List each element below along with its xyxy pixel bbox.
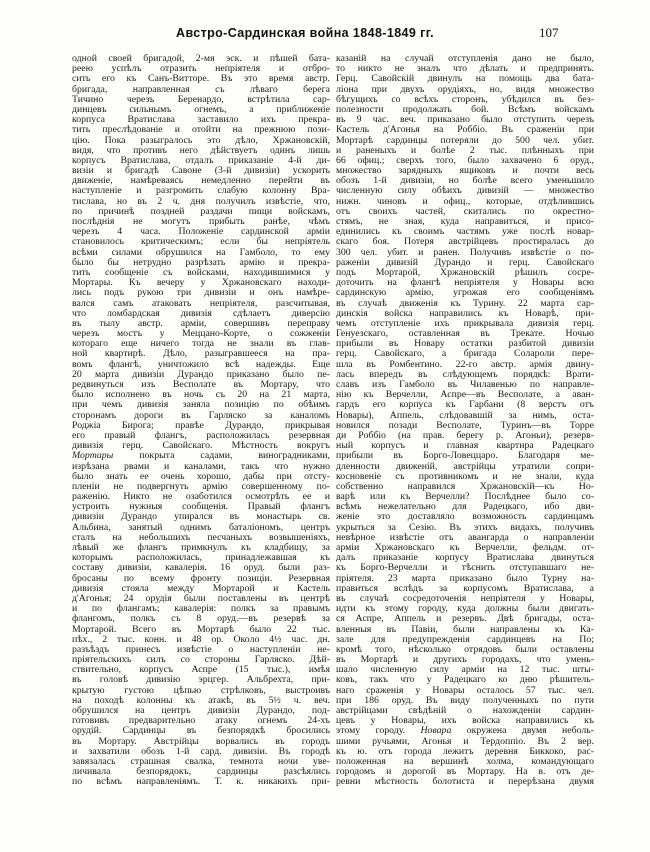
text-line: Герц. Савойскій двинулъ на помощь два бата-: [336, 74, 594, 85]
text-line: австрійцами свѣдѣній о нахожденіи сардин-: [336, 706, 594, 716]
text-line: динцевъ сильнымъ огнемъ, а приближеніе: [72, 104, 330, 115]
text-line: движеніе, намѣреваясь немедленно перейти въ: [72, 176, 330, 187]
text-line: изрѣзана рвами и каналами, такъ что нужно: [72, 461, 330, 472]
text-line: лѣвый же флангъ примкнулъ къ кладбищу, за: [72, 543, 330, 553]
text-line: личивала безпорядокъ, сардинцы разсѣялись: [72, 767, 330, 778]
text-line: ковъ, такъ что у Радецкаго ко дню рѣшитель-: [336, 675, 594, 686]
text-line: зале для предупрежденія сардинцевъ на По;: [336, 634, 594, 645]
text-line: прибыли въ Новару остатки разбитой дивизіи: [336, 339, 594, 350]
text-line: шими ручьями, Агонья и Тердоппіо. Въ 2 вер.: [336, 736, 594, 747]
text-line: чемъ отступленіе ихъ прикрывала дивизія герц.: [336, 318, 594, 329]
text-line: наступленіе и разгромить слабую колонну Вра-: [72, 186, 330, 197]
text-line: тислава, но въ 2 ч. дня получилъ извѣстіе, что,: [72, 196, 330, 207]
text-line: бригада, направленная съ лѣваго берега: [72, 84, 330, 95]
text-line: визіи и бригадѣ Савоне (3-й дивизіи) ускорить: [72, 166, 330, 177]
text-line: въ головѣ дивизію эрцгер. Альбрехта, при-: [72, 675, 330, 686]
text-line: славъ изъ Гамболо въ Чилавенью по направле-: [336, 380, 594, 390]
text-line: нію къ Верчелли, Аспре—въ Весполате, а аван-: [336, 390, 594, 401]
text-line: собственно направился Хржановскій—къ Но-: [336, 481, 594, 492]
text-line: женіе это доставляло возможность сардинцамъ: [336, 512, 594, 523]
text-line: единились къ своимъ частямъ уже послѣ новар-: [336, 227, 594, 238]
text-line: сторонамъ дороги въ Гарляско за каналомъ: [72, 410, 330, 421]
text-line: ліона при двухъ орудіяхъ, но, видя множество: [336, 84, 594, 95]
text-line: правиться вслѣдъ за корпусомъ Вратислава, а: [336, 583, 594, 594]
text-line: по всѣмъ направленіямъ. Т. к. никакихъ при-: [72, 777, 330, 788]
page-number: 107: [539, 25, 559, 40]
text-line: реею успѣлъ отразить непріятеля и отбро-: [72, 64, 330, 75]
text-line: Альбина, занятый однимъ баталіономъ, центръ: [72, 522, 330, 533]
text-line: разъѣздъ принесъ извѣстіе о наступленіи не-: [72, 644, 330, 655]
text-line: становилось критическимъ; если бы непріятель: [72, 237, 330, 248]
text-line: кромѣ того, нѣсколько отрядовъ были оставлены: [336, 644, 594, 655]
text-line: котораго еще ничего тогда не знали въ глав-: [72, 339, 330, 350]
text-line: лась впередъ въ слѣдующемъ порядкѣ: Врати-: [336, 369, 594, 380]
text-line: что ломбардская дивизія сдѣлаетъ диверсію: [72, 308, 330, 319]
text-line: отъ своихъ частей, скитались по окрестно-: [336, 206, 594, 217]
text-line: по причинѣ поздней раздачи пищи войскамъ,: [72, 206, 330, 217]
text-line: новился позади Весполате, Туринъ—въ Торре: [336, 420, 594, 431]
text-line: къ Борго-Верчелли и тѣснить отступавшаго не-: [336, 563, 594, 574]
text-line: Мортарѣ сардинцы потеряли до 500 чел. убит.: [336, 135, 594, 146]
text-line: вленныя въ Павіи, были направлены къ Ка-: [336, 624, 594, 635]
text-line: бѣгущихъ со всѣхъ сторонъ, убѣдился въ без-: [336, 94, 594, 105]
text-line: тить преслѣдованіе и отойти на прежнюю пози-: [72, 125, 330, 136]
text-line: наго сраженія у Новары осталось 57 тыс. чел.: [336, 685, 594, 696]
text-line: бросаны по всему фронту позиціи. Резервная: [72, 573, 330, 584]
text-line: готовивъ предварительно атаку огнемъ 24-хъ: [72, 716, 330, 727]
text-line: Мортары. Къ вечеру у Хржановскаго находи-: [72, 278, 330, 289]
text-line: завязалась страшная свалка, темнота ночи уве-: [72, 756, 330, 767]
text-line: далъ приказаніе корпусу Вратислава двинуться: [336, 553, 594, 564]
text-line: ревни мѣстность болотиста и перерѣзана двумя: [336, 777, 594, 788]
text-line: всѣмъ нежелательно для Радецкаго, ибо дви-: [336, 502, 594, 513]
text-line: обрушился на центръ дивизіи Дурандо, под-: [72, 706, 330, 716]
text-line: раженію. Никто не озаботился осмотрѣть ее и: [72, 492, 330, 503]
text-line: шла въ Ромбентино. 22-го австр. армія двину-: [336, 359, 594, 370]
text-line: въ Мортарѣ и другихъ городахъ, что умень-: [336, 655, 594, 666]
text-line: при 186 оруд. Въ виду полученныхъ по пути: [336, 695, 594, 706]
text-line: скаго боя. Потеря австрійцевъ простиралась до: [336, 237, 594, 248]
text-line: тить сообщеніе съ войсками, находившимися у: [72, 267, 330, 278]
text-line: идти къ этому городу, куда должны были двигать-: [336, 604, 594, 615]
text-line: его правый флангъ, расположилась резервная: [72, 430, 330, 441]
left-column: [72, 54, 330, 788]
text-line: черезъ мостъ у Меццано-Корте, о сожженіи: [72, 329, 330, 340]
text-line: и по флангамъ; кавалерія: полкъ за правымъ: [72, 604, 330, 615]
text-line: въ тылу австр. арміи, совершивъ переправу: [72, 318, 330, 329]
text-line: всѣми силами обрушился на Гамболо, то ему: [72, 247, 330, 258]
text-line: укрыться за Сезію. Въ этихъ видахъ, получивъ: [336, 522, 594, 533]
text-line: ный корпусъ и главная квартира Радецкаго: [336, 441, 594, 452]
text-line: герц. Савойскаго, а бригада Солароли пере-: [336, 349, 594, 360]
text-line: редвинуться изъ Весполате въ Мортару, что: [72, 380, 330, 390]
text-line: косновеніе съ противникомъ и не знали, куда: [336, 471, 594, 482]
text-line: лись подъ рукою три дивизіи и онъ намѣре-: [72, 288, 330, 299]
text-line: варѣ или къ Верчелли? Послѣднее было со-: [336, 492, 594, 503]
text-line: было бы нетрудно разрѣзать армію и прекра-: [72, 257, 330, 268]
text-line: д'Агонья; 24 орудія были поставлены въ центрѣ: [72, 593, 330, 604]
text-line: пленіи не подвергнуть армію совершенному по-: [72, 481, 330, 492]
text-line: пріятельскихъ силъ со стороны Гарляско. Дѣй-: [72, 655, 330, 666]
text-line: и захватили обозъ 1-й сард. дивизіи. Въ городѣ: [72, 746, 330, 757]
text-line: въ случаѣ движенія къ Турину. 22 марта сар-: [336, 298, 594, 309]
text-line: Мортары покрыта садами, виноградниками,: [72, 451, 330, 462]
text-line: къ ю. отъ города лежитъ деревня Биккоко, рас-: [336, 746, 594, 757]
text-line: Новары), Аппель, слѣдовавшій за нимъ, оста-: [336, 410, 594, 421]
text-line: одной своей бригадой, 2-мя эск. и пѣшей бата-: [72, 54, 330, 64]
text-line: ся Аспре, Аппель и резервъ. Двѣ бригады, оста-: [336, 614, 594, 625]
text-line: пріятеля. 23 марта приказано было Турну на-: [336, 573, 594, 584]
text-line: корпусъ Вратислава, отдалъ приказаніе 4-й ди-: [72, 155, 330, 166]
text-line: обозъ 1-й дивизіи, но болѣе всего уменьшило: [336, 176, 594, 187]
text-line: орудій. Сардинцы въ безпорядкѣ бросились: [72, 726, 330, 737]
text-line: крытую густою цѣпью стрѣлковъ, выстроивъ: [72, 685, 330, 696]
text-line: 20 марта дивизіи Дурандо приказано было пе-: [72, 369, 330, 380]
text-line: вался самъ атаковать непріятеля, разсчитывая,: [72, 298, 330, 309]
text-line: Тичино черезъ Беренардо, встрѣтила сар-: [72, 94, 330, 105]
text-line: сталъ на небольшихъ песчаныхъ возвышеніяхъ,: [72, 532, 330, 543]
text-line: въ Мортару. Австрійцы ворвались въ городъ: [72, 736, 330, 747]
text-line: дивизія герц. Савойскаго. Мѣстность вокругъ: [72, 441, 330, 452]
text-line: пѣх., 2 тыс. конн. и 48 ор. Около 4½ час. дн.: [72, 634, 330, 645]
text-line: гардъ его корпуса къ Гарбани (8 верстъ отъ: [336, 400, 594, 411]
text-line: казаній на случай отступленія дано не было,: [336, 54, 594, 64]
text-line: и раненыхъ и болѣе 2 тыс. плѣнныхъ при: [336, 145, 594, 156]
text-line: составу дивизіи, кавалерія. 16 оруд. были раз-: [72, 563, 330, 574]
text-line: корпуса Вратислава заставило ихъ прекра-: [72, 115, 330, 126]
text-line: городомъ и дорогой въ Мортару. На в. отъ де-: [336, 767, 594, 778]
text-line: въ случаѣ сосредоточенія непріятеля у Новары,: [336, 593, 594, 604]
text-line: при чемъ дивизія заняла позицію по обѣимъ: [72, 400, 330, 411]
text-line: арміи Хржановскаго къ Верчелли, фельдм. от-: [336, 543, 594, 553]
text-line: дленности движеній, австрійцы утратили сопри-: [336, 461, 594, 472]
text-line: послѣднія не могутъ прибыть ранѣе, чѣмъ: [72, 217, 330, 227]
text-line: видя, что противъ него дѣйствуетъ одинъ лишь: [72, 145, 330, 156]
right-column: [336, 54, 594, 788]
text-line: 66 офиц.; сверхъ того, было захвачено 6 оруд.,: [336, 155, 594, 166]
text-line: ствительно, корпусъ Аспре (15 тыс.), имѣя: [72, 665, 330, 676]
text-line: положенная на вершинѣ холма, командующаго: [336, 756, 594, 767]
text-line: численную силу обѣихъ дивизій — множество: [336, 186, 594, 197]
text-line: нижн. чиновъ и офиц., которые, отдѣлившись: [336, 196, 594, 207]
text-line: сить его къ Санъ-Витторе. Въ это время австр.: [72, 74, 330, 85]
text-columns: [72, 54, 594, 788]
text-line: ди Роббіо (на прав. берегу р. Агоньи), резерв-: [336, 430, 594, 441]
text-line: дивизіи Дурандо упирался въ монастырь св.: [72, 512, 330, 523]
text-line: сардинскую армію, угрожая его сообщеніямъ: [336, 288, 594, 299]
text-line: ной квартирѣ. Дѣло, разыгравшееся на пра-: [72, 349, 330, 360]
text-line: было знать ее очень хорошо, дабы при отсту-: [72, 471, 330, 482]
text-line: цію. Пока разыгралось это дѣло, Хржановскій,: [72, 135, 330, 146]
text-line: шало численную силу арміи на 12 тыс. шты-: [336, 665, 594, 676]
text-line: то никто не зналъ что дѣлать и предпринять.: [336, 64, 594, 75]
text-line: прибыли въ Борго-Ловеццаро. Благодаря ме-: [336, 451, 594, 462]
text-line: этому городу. Новара окружена двумя неболь-: [336, 726, 594, 737]
text-line: раженіи дивизій Дурандо и герц. Савойскаго: [336, 257, 594, 268]
text-line: доточить на флангѣ непріятеля у Новары всю: [336, 278, 594, 289]
text-line: Генуезскаго, оставленная въ Трекате. Ночью: [336, 329, 594, 340]
text-line: вомъ флангѣ, уничтожило всѣ надежды. Еще: [72, 359, 330, 370]
running-head-title: Австро-Сардинская война 1848-1849 гг.: [176, 26, 434, 40]
text-line: дивизія стояла между Мортарой и Кастель: [72, 583, 330, 594]
text-line: цевъ у Новары, ихъ войска направились къ: [336, 716, 594, 727]
text-line: Кастель д'Агонья на Роббіо. Въ сраженіи при: [336, 125, 594, 136]
text-line: на походѣ колонны къ атакѣ, въ 5½ ч. веч.: [72, 695, 330, 706]
text-line: флангомъ, полкъ съ 8 оруд.—въ резервѣ за: [72, 614, 330, 625]
text-line: 300 чел. убит. и ранен. Получивъ извѣстіе о по-: [336, 247, 594, 258]
text-line: было исполнено въ ночь съ 20 на 21 марта,: [72, 390, 330, 401]
text-line: устроить нужныя сообщенія. Правый флангъ: [72, 502, 330, 513]
text-line: черезъ 4 часа. Положеніе сардинской арміи: [72, 227, 330, 238]
text-line: Роджіа Бирога; правѣе Дурандо, прикрывая: [72, 420, 330, 431]
text-line: динскія войска направились къ Новарѣ, при-: [336, 308, 594, 319]
text-line: невѣрное извѣстіе отъ авангарда о направленіи: [336, 532, 594, 543]
text-line: въ 9 час. веч. приказано было отступить черезъ: [336, 115, 594, 126]
text-line: которымъ расположилась, принадлежавшая къ: [72, 553, 330, 564]
text-line: Мортарой. Всего въ Мортарѣ было 22 тыс.: [72, 624, 330, 635]
text-line: стямъ, не зная, куда направиться, и присо-: [336, 217, 594, 227]
text-line: полезности продолжать бой. Всѣмъ войскамъ: [336, 104, 594, 115]
text-line: множество зарядныхъ ящиковъ и почти весь: [336, 166, 594, 177]
text-line: подъ Мортарой, Хржановскій рѣшилъ сосре-: [336, 267, 594, 278]
